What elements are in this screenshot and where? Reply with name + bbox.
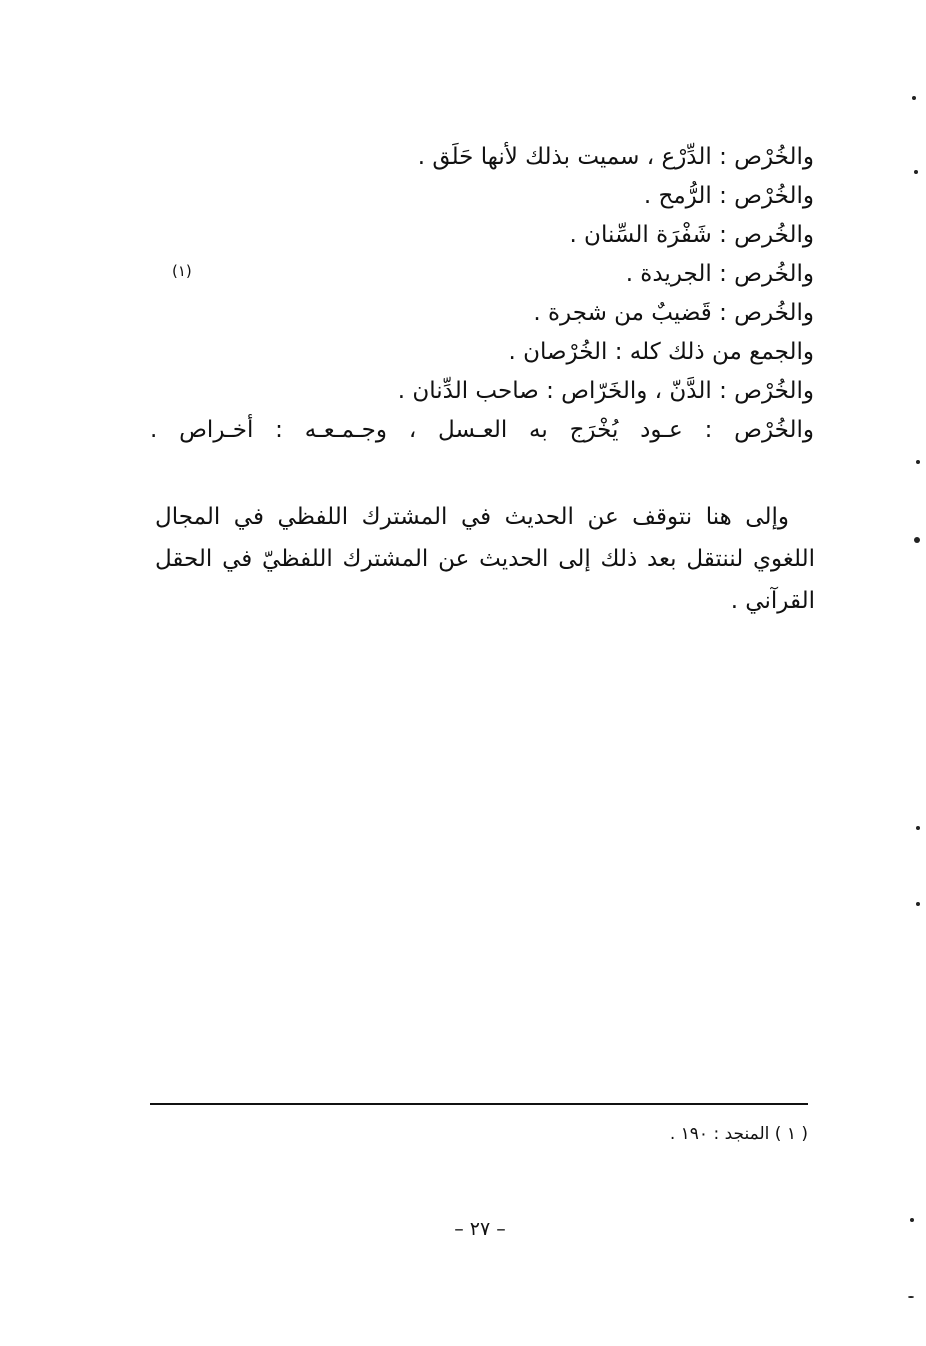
scan-speck bbox=[914, 170, 918, 174]
definition-line: والخُرْص : الدِّرْع ، سميت بذلك لأنها حَلَق . bbox=[417, 144, 814, 170]
scan-speck bbox=[912, 96, 916, 100]
definition-line: والخُرْص : عـود يُخْرَج به العـسل ، وجـمـعـه : أخـراص . bbox=[150, 417, 814, 443]
definition-line: والخُرص : قَضيبٌ من شجرة . bbox=[533, 300, 814, 326]
page-number: – ٢٧ – bbox=[454, 1218, 506, 1240]
footnote-reference-marker: (١) bbox=[172, 262, 192, 280]
definition-line: والخُرْص : الرُّمح . bbox=[643, 183, 814, 209]
definition-line: والخُرْص : الدَّنّ ، والخَرّاص : صاحب الدِّنان . bbox=[397, 378, 814, 404]
scan-speck bbox=[916, 826, 920, 830]
footnote-separator-rule bbox=[150, 1103, 808, 1105]
scan-speck bbox=[910, 1218, 914, 1222]
definition-line: والخُرص : الجريدة . bbox=[625, 261, 814, 287]
body-paragraph: وإلى هنا نتوقف عن الحديث في المشترك اللفظي في المجال اللغوي لننتقل بعد ذلك إلى الحديث عن المشترك اللفظيّ في الحقل القرآني . bbox=[155, 504, 815, 614]
scan-speck bbox=[916, 902, 920, 906]
scan-speck bbox=[914, 537, 920, 543]
scan-speck bbox=[908, 1296, 914, 1298]
definition-list bbox=[150, 138, 814, 450]
definition-line: والخُرص : شَفْرَة السِّنان . bbox=[569, 222, 814, 248]
definition-line: والجمع من ذلك كله : الخُرْصان . bbox=[508, 339, 814, 365]
footnote-text: ( ١ ) المنجد : ١٩٠ . bbox=[669, 1124, 808, 1144]
scan-speck bbox=[916, 460, 920, 464]
